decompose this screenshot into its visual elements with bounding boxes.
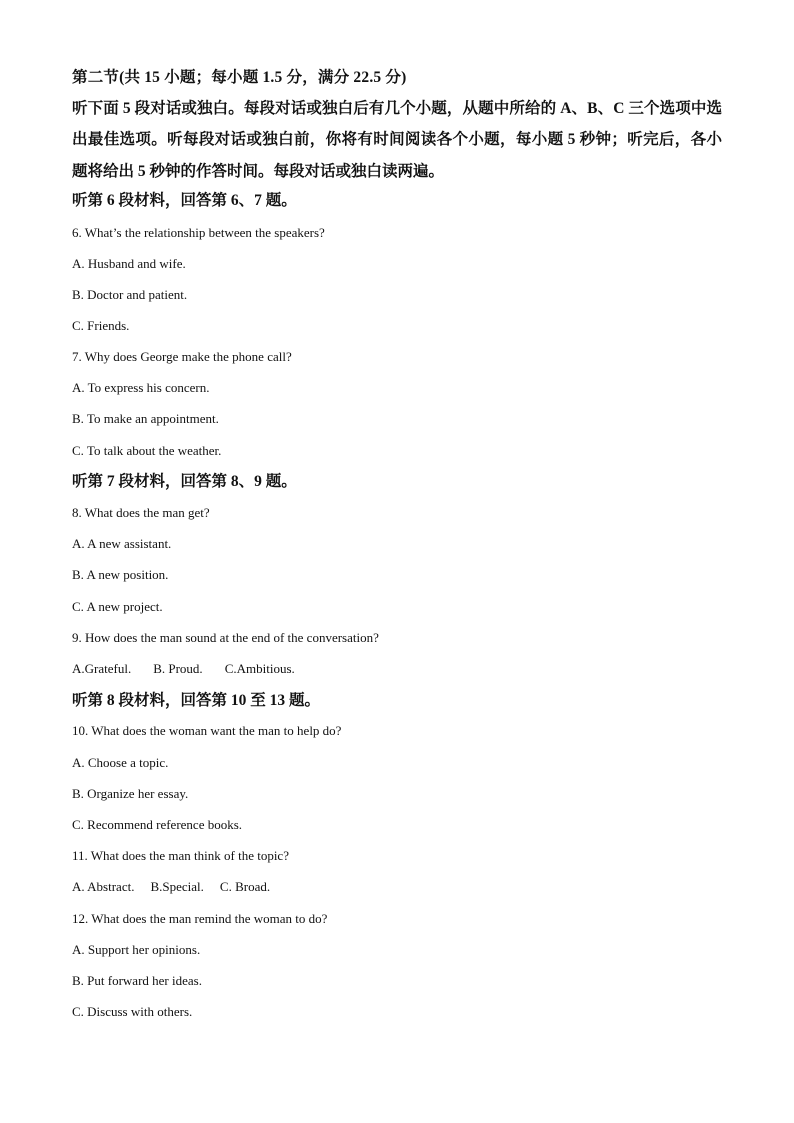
question-9-option-b: B. Proud. xyxy=(153,661,203,676)
question-7-stem: 7. Why does George make the phone call? xyxy=(72,349,292,364)
question-12-option-a: A. Support her opinions. xyxy=(72,942,201,957)
section-title: 第二节(共 15 小题；每小题 1.5 分，满分 22.5 分) xyxy=(72,69,407,86)
question-9-option-c: C.Ambitious. xyxy=(224,661,295,676)
question-6-option-a: A. Husband and wife. xyxy=(72,256,186,271)
question-10-option-b: B. Organize her essay. xyxy=(72,786,189,801)
question-10-option-c: C. Recommend reference books. xyxy=(72,817,243,832)
question-11-stem: 11. What does the man think of the topic? xyxy=(72,848,289,863)
question-11-option-b: B.Special. xyxy=(150,879,204,894)
question-6-stem: 6. What’s the relationship between the speakers? xyxy=(72,225,325,240)
question-7-option-c: C. To talk about the weather. xyxy=(72,443,222,458)
question-12-stem: 12. What does the man remind the woman to do? xyxy=(72,911,328,926)
group-heading-6-7: 听第 6 段材料，回答第 6、7 题。 xyxy=(72,192,297,209)
question-8-stem: 8. What does the man get? xyxy=(72,505,210,520)
question-10-option-a: A. Choose a topic. xyxy=(72,755,169,770)
question-9-options xyxy=(72,661,295,677)
question-11-option-a: A. Abstract. xyxy=(72,879,135,894)
question-11-options xyxy=(72,879,270,895)
question-9-stem: 9. How does the man sound at the end of the conversation? xyxy=(72,630,379,645)
question-10-stem: 10. What does the woman want the man to help do? xyxy=(72,723,342,738)
group-heading-10-13: 听第 8 段材料，回答第 10 至 13 题。 xyxy=(72,692,321,709)
question-11-option-c: C. Broad. xyxy=(219,879,271,894)
group-heading-8-9: 听第 7 段材料，回答第 8、9 题。 xyxy=(72,473,297,490)
question-8-option-a: A. A new assistant. xyxy=(72,536,172,551)
question-6-option-c: C. Friends. xyxy=(72,318,130,333)
question-8-option-b: B. A new position. xyxy=(72,567,169,582)
question-12-option-b: B. Put forward her ideas. xyxy=(72,973,202,988)
question-12-option-c: C. Discuss with others. xyxy=(72,1004,193,1019)
question-7-option-a: A. To express his concern. xyxy=(72,380,210,395)
question-8-option-c: C. A new project. xyxy=(72,599,163,614)
section-instructions: 听下面 5 段对话或独白。每段对话或独白后有几个小题，从题中所给的 A、B、C 三个选项中选出最佳选项。听每段对话或独白前，你将有时间阅读各个小题，每小题 5 秒钟；听完后，各小题将给出 5 秒钟的作答时间。每段对话或独白读两遍。 xyxy=(72,100,722,180)
question-6-option-b: B. Doctor and patient. xyxy=(72,287,188,302)
question-7-option-b: B. To make an appointment. xyxy=(72,411,219,426)
question-9-option-a: A.Grateful. xyxy=(72,661,132,676)
